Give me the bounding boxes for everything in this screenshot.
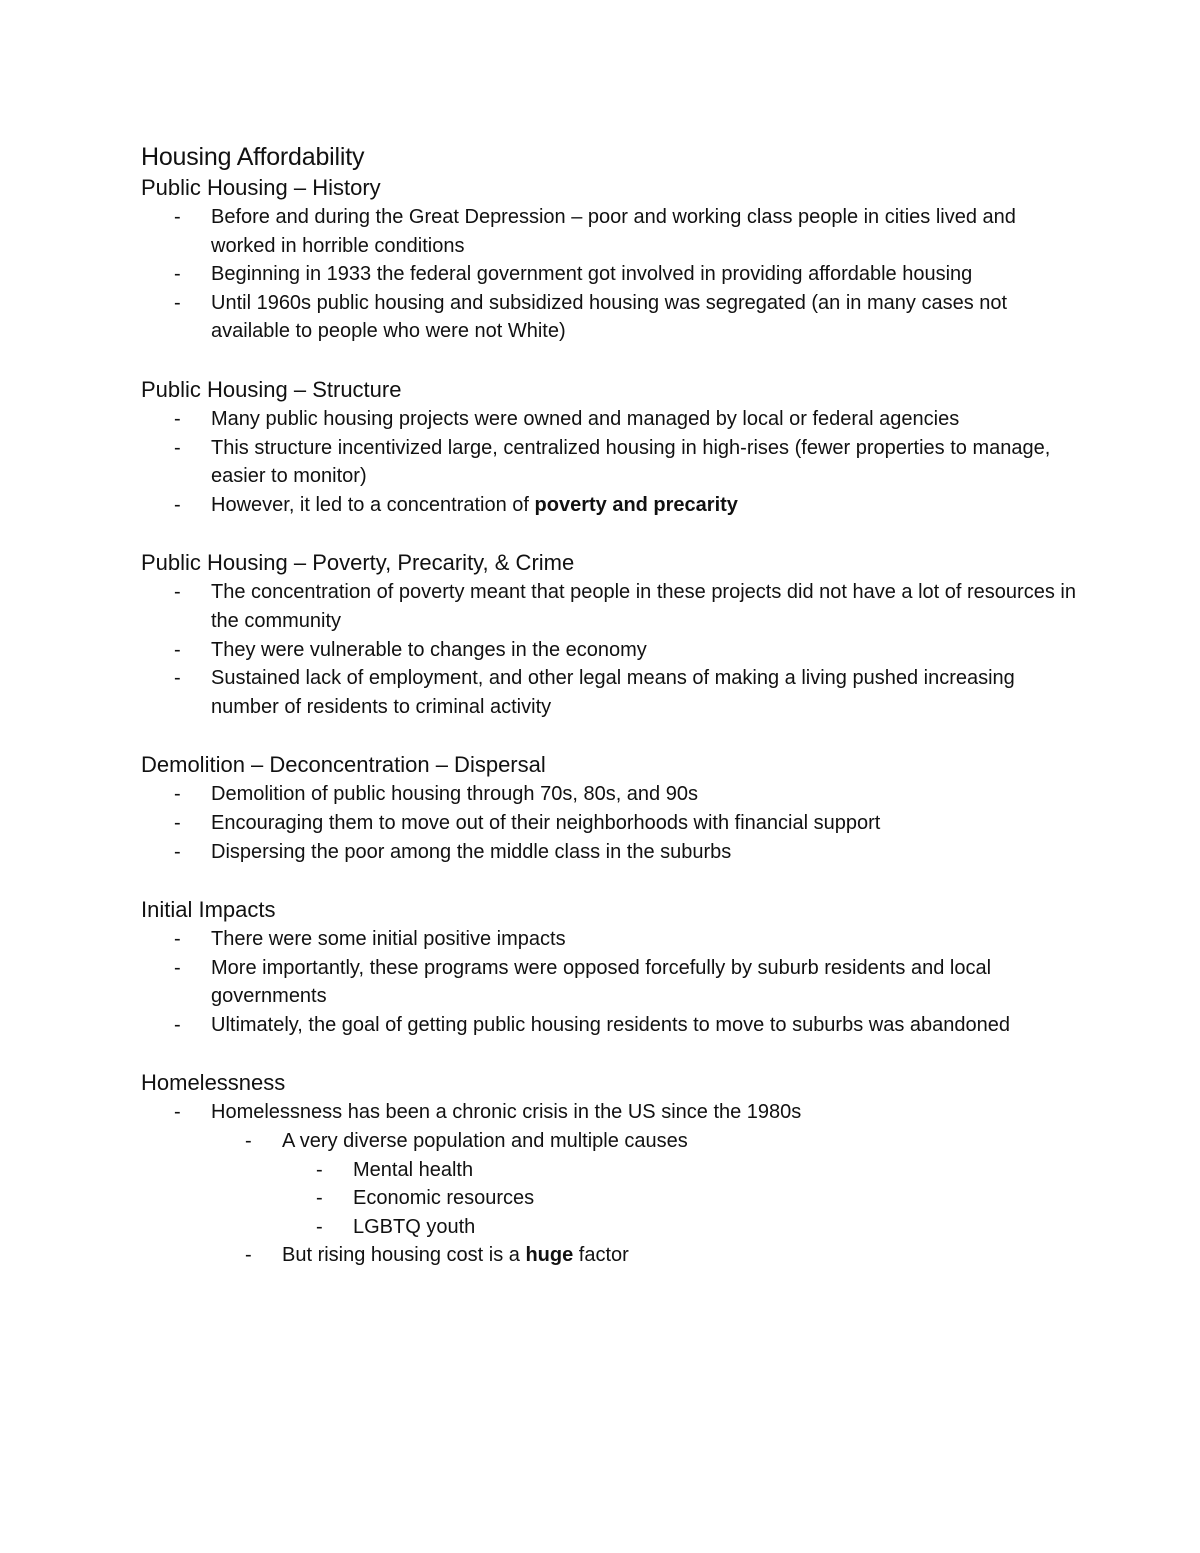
list-item: - Ultimately, the goal of getting public housing residents to move to suburbs was abandoned <box>141 1011 1081 1040</box>
dash-bullet: - <box>174 493 181 516</box>
section-heading: Public Housing – History <box>141 175 381 200</box>
list-item: - They were vulnerable to changes in the economy <box>141 636 1081 665</box>
document-title: Housing Affordability <box>141 143 365 171</box>
list-item: - Economic resources <box>141 1184 1081 1213</box>
list-item: - There were some initial positive impacts <box>141 925 1081 954</box>
section-heading: Public Housing – Structure <box>141 376 402 402</box>
list-item: - More importantly, these programs were opposed forcefully by suburb residents and local governments <box>141 954 1081 1011</box>
section-initial-impacts <box>141 895 1081 1039</box>
dash-bullet: - <box>174 840 181 863</box>
dash-bullet: - <box>316 1158 323 1181</box>
emphasis-text: poverty and precarity <box>534 493 738 516</box>
list-item: - The concentration of poverty meant that people in these projects did not have a lot of resources in the community <box>141 578 1081 635</box>
dash-bullet: - <box>174 956 181 979</box>
dash-bullet: - <box>174 407 181 430</box>
bullet-list <box>141 925 1081 1039</box>
dash-bullet: - <box>174 263 181 286</box>
dash-bullet: - <box>174 291 181 314</box>
list-item: - Encouraging them to move out of their neighborhoods with financial support <box>141 809 1081 838</box>
list-item: - Until 1960s public housing and subsidized housing was segregated (an in many cases not available to people who were not White) <box>141 289 1081 346</box>
list-item: - This structure incentivized large, centralized housing in high-rises (fewer properties to manage, easier to monitor) <box>141 434 1081 491</box>
section-homelessness <box>141 1068 1081 1270</box>
dash-bullet: - <box>174 581 181 604</box>
bullet-list <box>141 203 1081 346</box>
dash-bullet: - <box>174 1101 181 1124</box>
section-heading: Public Housing – Poverty, Precarity, & Crime <box>141 550 575 576</box>
bullet-list <box>141 1098 1081 1270</box>
list-item: - Mental health <box>141 1156 1081 1185</box>
dash-bullet: - <box>316 1187 323 1210</box>
list-item: - Homelessness has been a chronic crisis in the US since the 1980s <box>141 1098 1081 1127</box>
bullet-list <box>141 780 1081 866</box>
dash-bullet: - <box>245 1244 252 1267</box>
section-poverty-precarity-crime <box>141 548 1081 721</box>
section-heading: Demolition – Deconcentration – Dispersal <box>141 752 546 778</box>
dash-bullet: - <box>174 638 181 661</box>
list-item: - A very diverse population and multiple causes <box>141 1127 1081 1156</box>
list-item: - Many public housing projects were owned and managed by local or federal agencies <box>141 405 1081 434</box>
section-demolition <box>141 750 1081 866</box>
section-public-housing-history <box>141 173 1081 346</box>
dash-bullet: - <box>174 783 181 806</box>
dash-bullet: - <box>174 206 181 228</box>
list-item: - However, it led to a concentration of poverty and precarity <box>141 491 1081 520</box>
bullet-list <box>141 578 1081 721</box>
section-heading: Homelessness <box>141 1070 286 1096</box>
list-item: - But rising housing cost is a huge factor <box>141 1241 1081 1270</box>
list-item: - LGBTQ youth <box>141 1213 1081 1242</box>
list-item: - Before and during the Great Depression – poor and working class people in cities lived and worked in horrible conditions <box>141 203 1081 260</box>
emphasis-text: huge <box>525 1244 574 1267</box>
list-item: - Demolition of public housing through 70s, 80s, and 90s <box>141 780 1081 809</box>
dash-bullet: - <box>316 1215 323 1238</box>
list-item: - Sustained lack of employment, and other legal means of making a living pushed increasing number of residents to criminal activity <box>141 664 1081 721</box>
document-body <box>141 141 1081 1270</box>
bullet-list <box>141 405 1081 519</box>
dash-bullet: - <box>174 928 181 951</box>
dash-bullet: - <box>245 1130 252 1153</box>
list-item: - Beginning in 1933 the federal government got involved in providing affordable housing <box>141 260 1081 289</box>
dash-bullet: - <box>174 436 181 459</box>
dash-bullet: - <box>174 667 181 690</box>
list-item: - Dispersing the poor among the middle class in the suburbs <box>141 838 1081 867</box>
section-heading: Initial Impacts <box>141 897 276 923</box>
section-public-housing-structure <box>141 375 1081 519</box>
dash-bullet: - <box>174 1013 181 1036</box>
dash-bullet: - <box>174 811 181 834</box>
